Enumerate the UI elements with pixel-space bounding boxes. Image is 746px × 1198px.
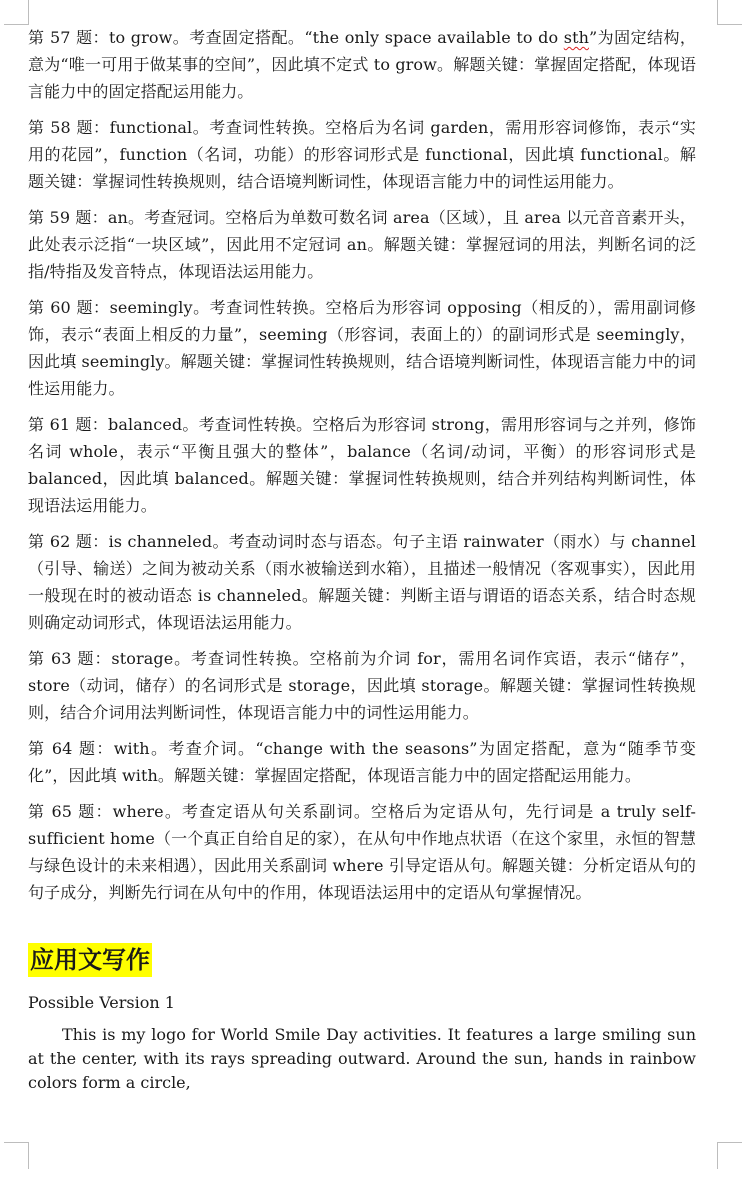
question-number: 第 61 题： <box>28 415 109 434</box>
crop-mark-bottom-right <box>717 1142 742 1169</box>
essay-paragraph: This is my logo for World Smile Day activities. It features a large smiling sun at the center, with its rays spreading outward. Around the sun, hands in rainbow colors form a circle, <box>28 1025 696 1092</box>
question-number: 第 60 题： <box>28 298 110 317</box>
answer-paragraph-61 <box>28 411 696 519</box>
crop-mark-top-left <box>4 0 29 25</box>
answer-text: ”为固定结构，意为“唯一可用于做某事的空间”，因此填不定式 to grow。解题关键：掌握固定搭配，体现语言能力中的固定搭配运用能力。 <box>28 28 697 101</box>
answer-paragraph-57 <box>28 24 696 105</box>
question-number: 第 64 题： <box>28 739 114 758</box>
question-number: 第 59 题： <box>28 208 108 227</box>
question-number: 第 57 题： <box>28 28 109 47</box>
answer-text: functional。考查词性转换。空格后为名词 garden，需用形容词修饰，表示“实用的花园”，function（名词，功能）的形容词形式是 functional，因此填 functional。解题关键：掌握词性转换规则，结合语境判断词性，体现语言能力中的词性运用能力。 <box>28 118 696 191</box>
question-number: 第 65 题： <box>28 802 113 821</box>
question-number: 第 62 题： <box>28 532 109 551</box>
crop-mark-bottom-left <box>4 1142 29 1169</box>
section-heading: 应用文写作 <box>28 943 152 977</box>
answer-paragraph-60 <box>28 294 696 402</box>
answer-text: where。考查定语从句关系副词。空格后为定语从句，先行词是 a truly self-sufficient home（一个真正自给自足的家），在从句中作地点状语（在这个家里，永恒的智慧与绿色设计的未来相遇），因此用关系副词 where 引导定语从句。解题关键：分析定语从句的句子成分，判断先行词在从句中的作用，体现语法运用中的定语从句掌握情况。 <box>28 802 696 902</box>
question-number: 第 58 题： <box>28 118 110 137</box>
document-body <box>28 24 696 1095</box>
answer-paragraph-65 <box>28 798 696 906</box>
answer-text: storage。考查词性转换。空格前为介词 for，需用名词作宾语，表示“储存”，store（动词，储存）的名词形式是 storage，因此填 storage。解题关键：掌握词性转换规则，结合介词用法判断词性，体现语言能力中的词性运用能力。 <box>28 649 697 722</box>
answer-text: seemingly。考查词性转换。空格后为形容词 opposing（相反的），需用副词修饰，表示“表面上相反的力量”，seeming（形容词，表面上的）的副词形式是 seemingly，因此填 seemingly。解题关键：掌握词性转换规则，结合语境判断词性，体现语言能力中的词性运用能力。 <box>28 298 696 398</box>
answer-paragraph-58 <box>28 114 696 195</box>
answer-text: with。考查介词。“change with the seasons”为固定搭配，意为“随季节变化”，因此填 with。解题关键：掌握固定搭配，体现语言能力中的固定搭配运用能力。 <box>28 739 696 785</box>
question-number: 第 63 题： <box>28 649 112 668</box>
answer-paragraph-62 <box>28 528 696 636</box>
spellcheck-flagged-word[interactable]: sth <box>563 28 590 47</box>
answer-text: is channeled。考查动词时态与语态。句子主语 rainwater（雨水）与 channel（引导、输送）之间为被动关系（雨水被输送到水箱），且描述一般情况（客观事实），因此用一般现在时的被动语态 is channeled。解题关键：判断主语与谓语的语态关系，结合时态规则确定动词形式，体现语法运用能力。 <box>28 532 696 632</box>
crop-mark-top-right <box>717 0 742 25</box>
answer-paragraph-64 <box>28 735 696 789</box>
answer-paragraph-63 <box>28 645 696 726</box>
answer-text: balanced。考查词性转换。空格后为形容词 strong，需用形容词与之并列，修饰名词 whole，表示“平衡且强大的整体”，balance（名词/动词，平衡）的形容词形式是 balanced，因此填 balanced。解题关键：掌握词性转换规则，结合并列结构判断词性，体现语法运用能力。 <box>28 415 696 515</box>
answer-text: an。考查冠词。空格后为单数可数名词 area（区域），且 area 以元音音素开头，此处表示泛指“一块区域”，因此用不定冠词 an。解题关键：掌握冠词的用法，判断名词的泛指/特指及发音特点，体现语法运用能力。 <box>28 208 696 281</box>
answer-paragraph-59 <box>28 204 696 285</box>
version-label: Possible Version 1 <box>28 993 175 1012</box>
answer-text: to grow。考查固定搭配。“the only space available to do <box>109 28 564 47</box>
